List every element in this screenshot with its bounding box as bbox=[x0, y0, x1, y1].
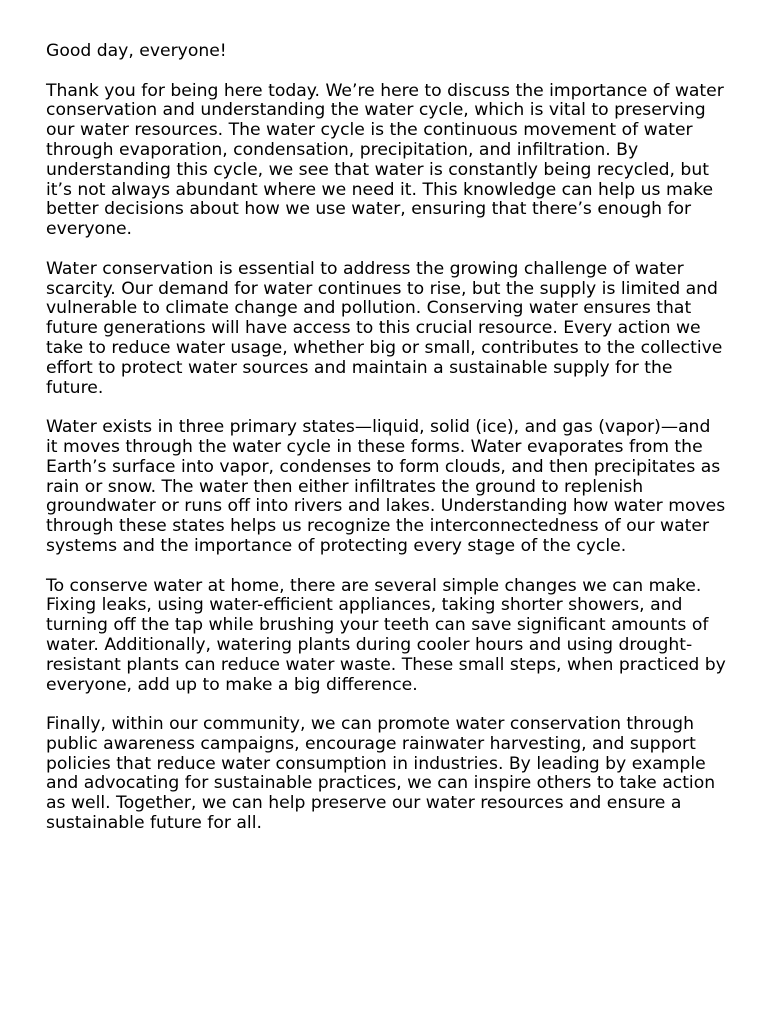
paragraph-community-conservation: Finally, within our community, we can promote water conservation through public awareness campaigns, encourage rainwater harvesting, and support policies that reduce water consumption in industries. By leading by example and advocating for sustainable practices, we can inspire others to take action as well. Together, we can help preserve our water resources and ensure a sustainable future for all. bbox=[46, 714, 716, 834]
paragraph-home-conservation: To conserve water at home, there are several simple changes we can make. Fixing leaks, using water-efficient appliances, taking shorter showers, and turning off the tap while brushing your teeth can save significant amounts of water. Additionally, watering plants during cooler hours and using drought-resistant plants can reduce water waste. These small steps, when practiced by everyone, add up to make a big difference. bbox=[46, 575, 726, 695]
paragraph-water-states: Water exists in three primary states—liquid, solid (ice), and gas (vapor)—and it moves through the water cycle in these forms. Water evaporates from the Earth’s surface into vapor, condenses to form clouds, and then precipitates as rain or snow. The water then either infiltrates the ground to replenish groundwater or runs off into rivers and lakes. Understanding how water moves through these states helps us recognize the interconnectedness of our water systems and the importance of protecting every stage of the cycle. bbox=[46, 417, 726, 556]
document-body bbox=[46, 42, 726, 834]
paragraph-introduction: Thank you for being here today. We’re here to discuss the importance of water conservation and understanding the water cycle, which is vital to preserving our water resources. The water cycle is the continuous movement of water through evaporation, condensation, precipitation, and infiltration. By understanding this cycle, we see that water is constantly being recycled, but it’s not always abundant where we need it. This knowledge can help us make better decisions about how we use water, ensuring that there’s enough for everyone. bbox=[46, 80, 724, 240]
paragraph-conservation-importance: Water conservation is essential to address the growing challenge of water scarcity. Our demand for water continues to rise, but the supply is limited and vulnerable to climate change and pollution. Conserving water ensures that future generations will have access to this crucial resource. Every action we take to reduce water usage, whether big or small, contributes to the collective effort to protect water sources and maintain a sustainable supply for the future. bbox=[46, 258, 723, 398]
greeting: Good day, everyone! bbox=[46, 41, 227, 61]
